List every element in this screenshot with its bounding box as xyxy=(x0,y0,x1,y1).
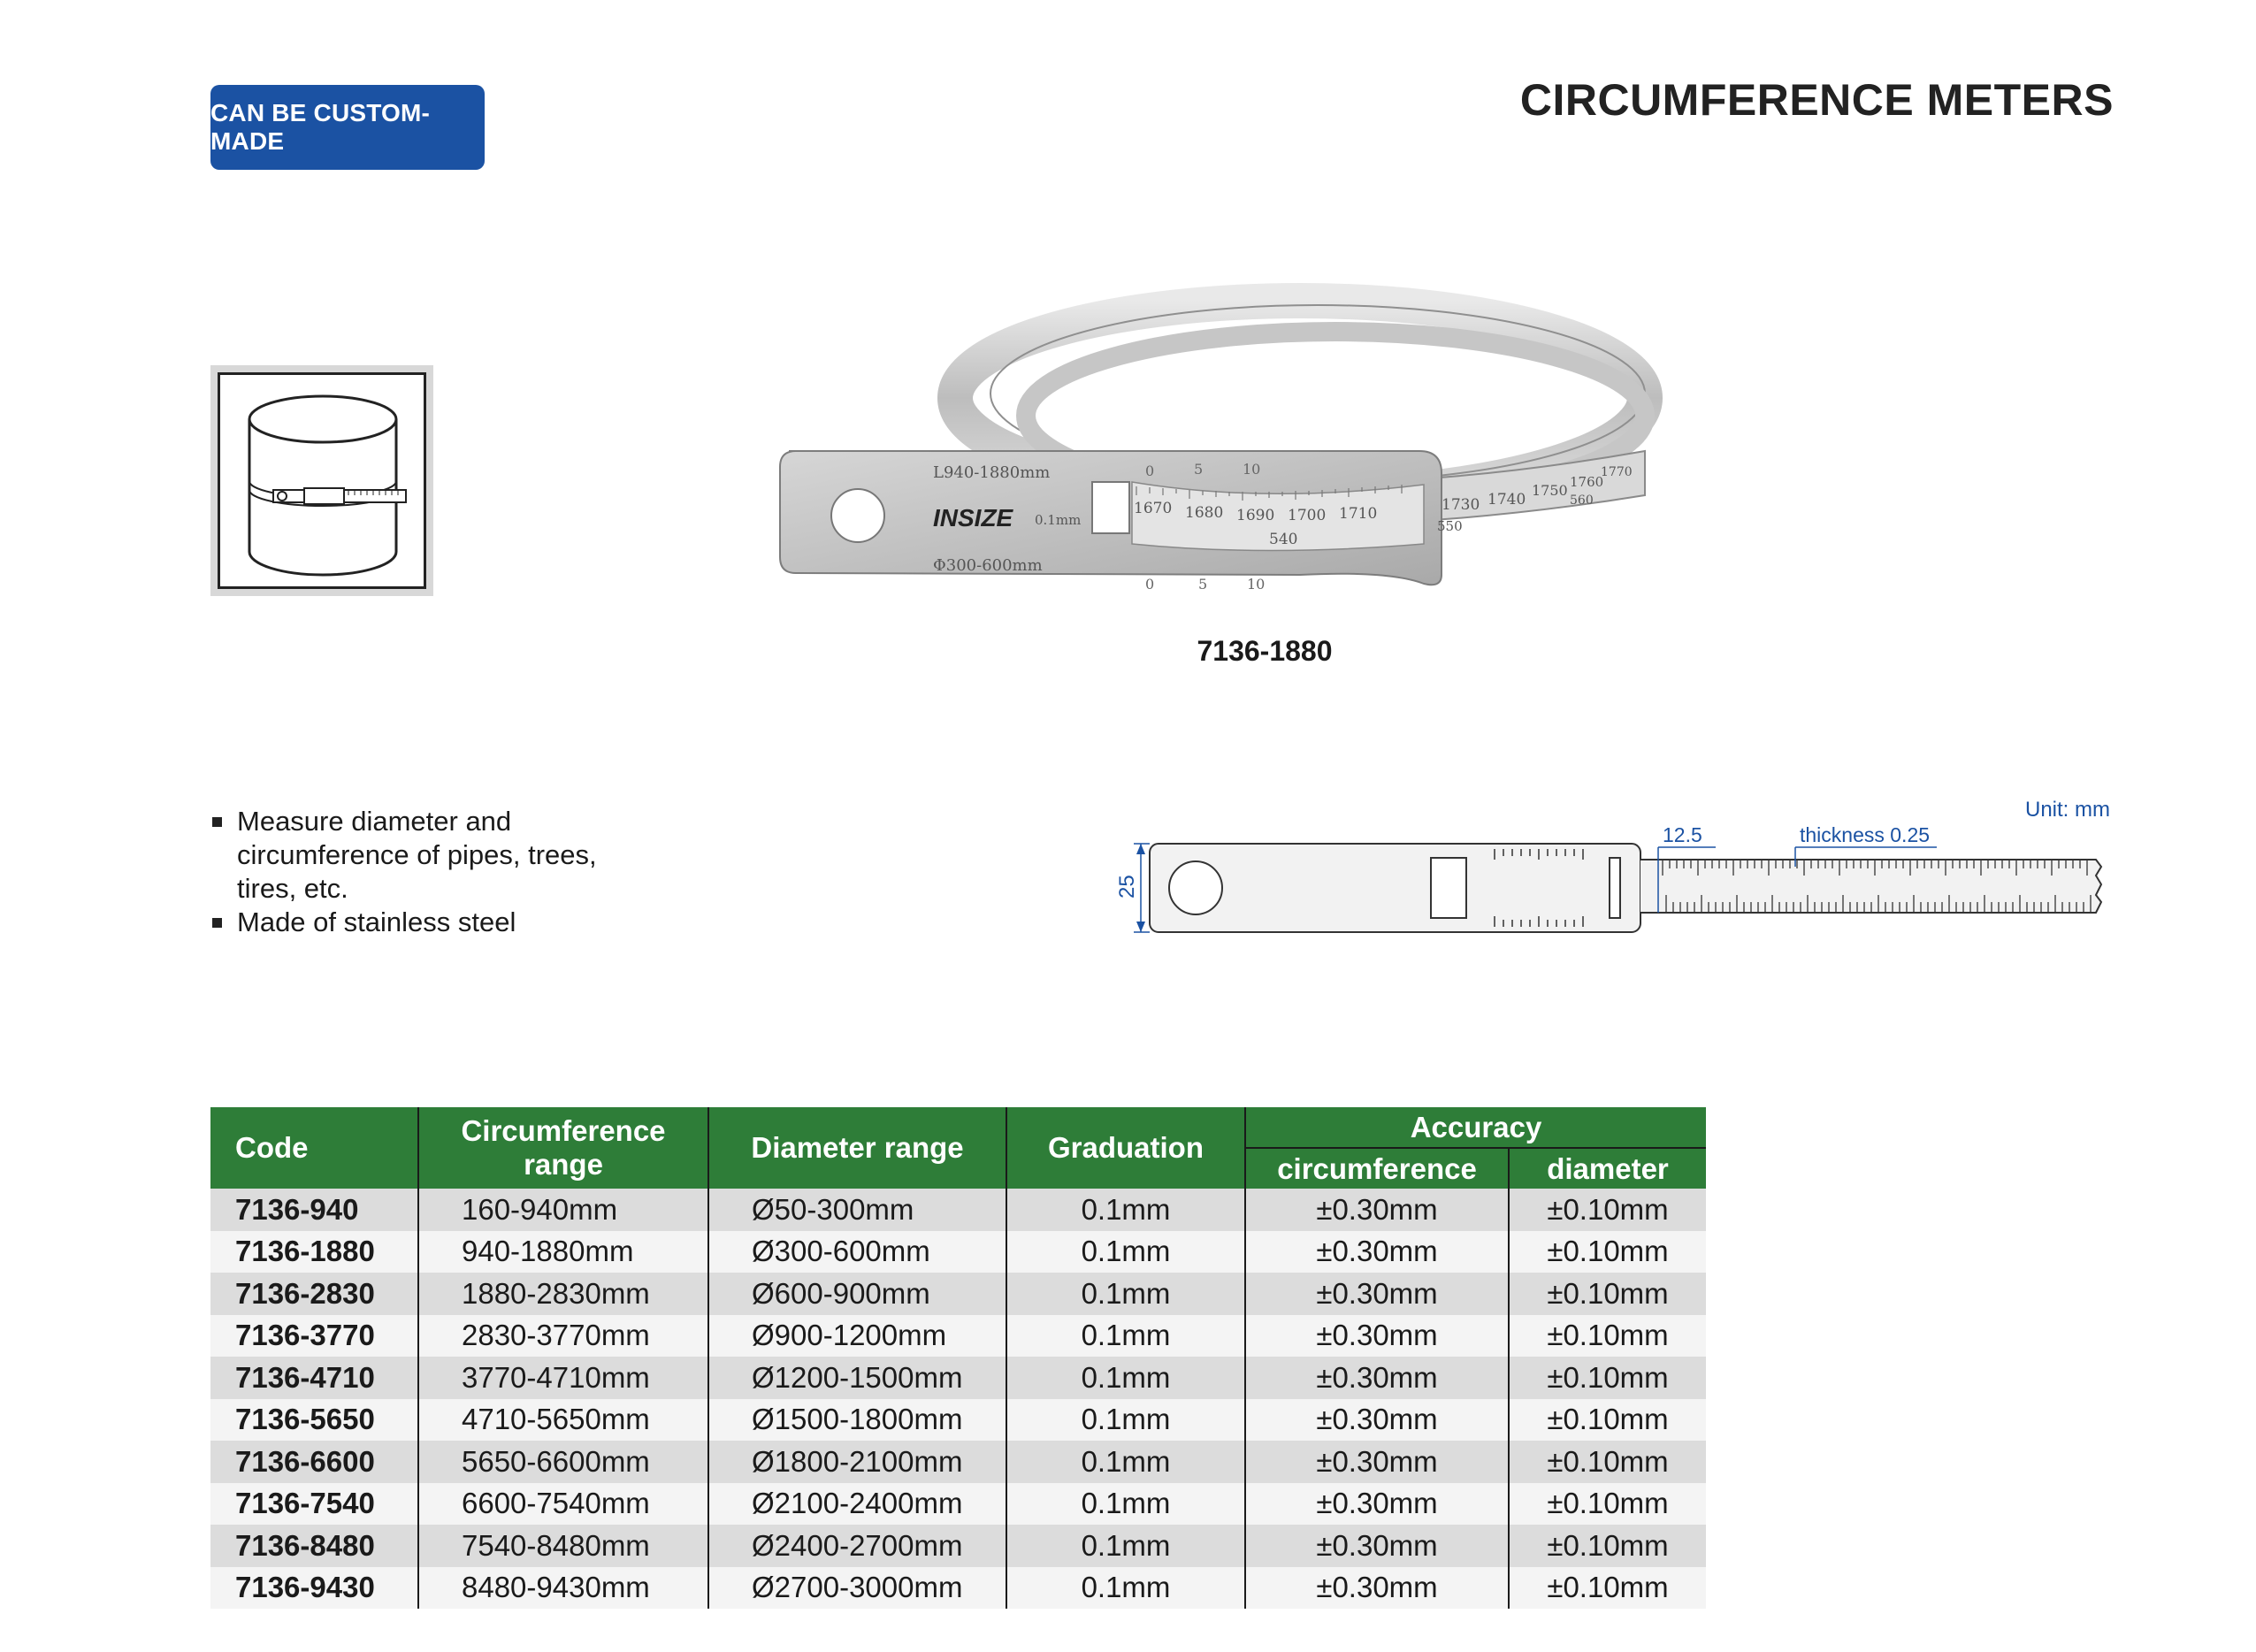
cell-grad: 0.1mm xyxy=(1006,1189,1245,1231)
cell-circ: 940-1880mm xyxy=(418,1231,708,1273)
cell-code: 7136-8480 xyxy=(210,1525,418,1567)
cell-acc-d: ±0.10mm xyxy=(1509,1273,1706,1315)
cell-grad: 0.1mm xyxy=(1006,1525,1245,1567)
tape-number: 1740 xyxy=(1487,491,1526,509)
cell-code: 7136-7540 xyxy=(210,1483,418,1526)
cell-diam: Ø2400-2700mm xyxy=(708,1525,1006,1567)
header-circumference-range: Circumference range xyxy=(418,1107,708,1189)
unit-label: Unit: mm xyxy=(2025,798,2110,822)
cell-code: 7136-9430 xyxy=(210,1567,418,1610)
cell-code: 7136-2830 xyxy=(210,1273,418,1315)
cell-code: 7136-6600 xyxy=(210,1441,418,1483)
header-diameter-range: Diameter range xyxy=(708,1107,1006,1189)
brand-logo: INSIZE xyxy=(933,504,1013,532)
vernier-bottom-0: 0 xyxy=(1145,576,1155,593)
header-accuracy-diameter: diameter xyxy=(1509,1148,1706,1189)
vernier-bottom-10: 10 xyxy=(1247,576,1266,593)
tape-number: 1690 xyxy=(1236,507,1275,524)
vernier-top-5: 5 xyxy=(1194,461,1204,478)
table-row xyxy=(210,1231,1706,1273)
table-row xyxy=(210,1399,1706,1442)
vernier-top-0: 0 xyxy=(1145,463,1155,479)
cell-acc-c: ±0.30mm xyxy=(1245,1567,1509,1610)
cell-diam: Ø50-300mm xyxy=(708,1189,1006,1231)
cell-diam: Ø1200-1500mm xyxy=(708,1357,1006,1399)
feature-item: Measure diameter and circumference of pipes, trees, tires, etc. xyxy=(210,805,600,906)
plate-diameter-label: Φ300-600mm xyxy=(933,556,1043,575)
cell-acc-c: ±0.30mm xyxy=(1245,1525,1509,1567)
table-row xyxy=(210,1273,1706,1315)
pipe-with-tape-icon xyxy=(220,375,424,586)
cell-circ: 5650-6600mm xyxy=(418,1441,708,1483)
cell-diam: Ø1500-1800mm xyxy=(708,1399,1006,1442)
cell-acc-d: ±0.10mm xyxy=(1509,1315,1706,1358)
cell-circ: 7540-8480mm xyxy=(418,1525,708,1567)
tape-side-number: 550 xyxy=(1437,518,1463,534)
header-code: Code xyxy=(210,1107,418,1189)
cell-acc-d: ±0.10mm xyxy=(1509,1189,1706,1231)
tape-lower-number: 540 xyxy=(1269,531,1298,548)
cell-acc-d: ±0.10mm xyxy=(1509,1525,1706,1567)
custom-made-badge: CAN BE CUSTOM-MADE xyxy=(210,85,485,170)
feature-list xyxy=(210,805,600,939)
cell-grad: 0.1mm xyxy=(1006,1567,1245,1610)
cell-acc-c: ±0.30mm xyxy=(1245,1231,1509,1273)
cell-circ: 160-940mm xyxy=(418,1189,708,1231)
header-accuracy-circumference: circumference xyxy=(1245,1148,1509,1189)
cell-diam: Ø600-900mm xyxy=(708,1273,1006,1315)
table-row xyxy=(210,1315,1706,1358)
table-row xyxy=(210,1483,1706,1526)
cell-grad: 0.1mm xyxy=(1006,1273,1245,1315)
cell-grad: 0.1mm xyxy=(1006,1441,1245,1483)
page-title: CIRCUMFERENCE METERS xyxy=(1519,75,2114,125)
cell-acc-d: ±0.10mm xyxy=(1509,1567,1706,1610)
table-row xyxy=(210,1525,1706,1567)
width-dimension: 25 xyxy=(1115,875,1139,899)
cell-grad: 0.1mm xyxy=(1006,1315,1245,1358)
technical-drawing xyxy=(1097,814,2122,946)
cell-grad: 0.1mm xyxy=(1006,1357,1245,1399)
cell-acc-d: ±0.10mm xyxy=(1509,1357,1706,1399)
cell-code: 7136-940 xyxy=(210,1189,418,1231)
cell-code: 7136-5650 xyxy=(210,1399,418,1442)
cell-circ: 1880-2830mm xyxy=(418,1273,708,1315)
table-row xyxy=(210,1441,1706,1483)
thickness-dimension: thickness 0.25 xyxy=(1800,823,1931,846)
cell-acc-c: ±0.30mm xyxy=(1245,1483,1509,1526)
feature-item: Made of stainless steel xyxy=(210,906,600,939)
tape-number: 1730 xyxy=(1442,496,1480,514)
cell-acc-c: ±0.30mm xyxy=(1245,1315,1509,1358)
cell-diam: Ø900-1200mm xyxy=(708,1315,1006,1358)
application-thumbnail xyxy=(210,365,433,596)
cell-diam: Ø300-600mm xyxy=(708,1231,1006,1273)
cell-grad: 0.1mm xyxy=(1006,1399,1245,1442)
cell-acc-c: ±0.30mm xyxy=(1245,1189,1509,1231)
cell-acc-d: ±0.10mm xyxy=(1509,1483,1706,1526)
tape-number: 1710 xyxy=(1339,505,1378,523)
cell-diam: Ø2100-2400mm xyxy=(708,1483,1006,1526)
cell-acc-d: ±0.10mm xyxy=(1509,1231,1706,1273)
product-code-caption: 7136-1880 xyxy=(1197,635,1333,667)
header-accuracy: Accuracy xyxy=(1245,1107,1706,1148)
cell-acc-c: ±0.30mm xyxy=(1245,1357,1509,1399)
cell-grad: 0.1mm xyxy=(1006,1231,1245,1273)
cell-code: 7136-1880 xyxy=(210,1231,418,1273)
plate-graduation-label: 0.1mm xyxy=(1035,512,1082,528)
cell-circ: 2830-3770mm xyxy=(418,1315,708,1358)
table-row xyxy=(210,1357,1706,1399)
cell-diam: Ø2700-3000mm xyxy=(708,1567,1006,1610)
cell-code: 7136-3770 xyxy=(210,1315,418,1358)
tape-number: 1760 xyxy=(1570,474,1604,490)
cell-acc-c: ±0.30mm xyxy=(1245,1273,1509,1315)
cell-acc-d: ±0.10mm xyxy=(1509,1441,1706,1483)
cell-acc-c: ±0.30mm xyxy=(1245,1441,1509,1483)
cell-circ: 4710-5650mm xyxy=(418,1399,708,1442)
tape-number: 1750 xyxy=(1532,482,1568,499)
plate-range-label: L940-1880mm xyxy=(933,463,1051,482)
cell-code: 7136-4710 xyxy=(210,1357,418,1399)
tape-side-number: 560 xyxy=(1570,493,1594,508)
product-photo xyxy=(769,239,1671,593)
cell-circ: 8480-9430mm xyxy=(418,1567,708,1610)
tape-number: 1700 xyxy=(1288,507,1327,524)
vernier-bottom-5: 5 xyxy=(1198,576,1208,593)
table-row xyxy=(210,1567,1706,1610)
cell-diam: Ø1800-2100mm xyxy=(708,1441,1006,1483)
cell-circ: 3770-4710mm xyxy=(418,1357,708,1399)
tape-number: 1680 xyxy=(1185,504,1224,522)
tape-number: 1770 xyxy=(1601,465,1633,479)
table-row xyxy=(210,1189,1706,1231)
header-graduation: Graduation xyxy=(1006,1107,1245,1189)
cell-circ: 6600-7540mm xyxy=(418,1483,708,1526)
cell-grad: 0.1mm xyxy=(1006,1483,1245,1526)
cell-acc-d: ±0.10mm xyxy=(1509,1399,1706,1442)
offset-dimension: 12.5 xyxy=(1663,823,1702,846)
specification-table xyxy=(210,1107,1706,1609)
vernier-top-10: 10 xyxy=(1243,461,1261,478)
cell-acc-c: ±0.30mm xyxy=(1245,1399,1509,1442)
tape-number: 1670 xyxy=(1134,500,1173,517)
